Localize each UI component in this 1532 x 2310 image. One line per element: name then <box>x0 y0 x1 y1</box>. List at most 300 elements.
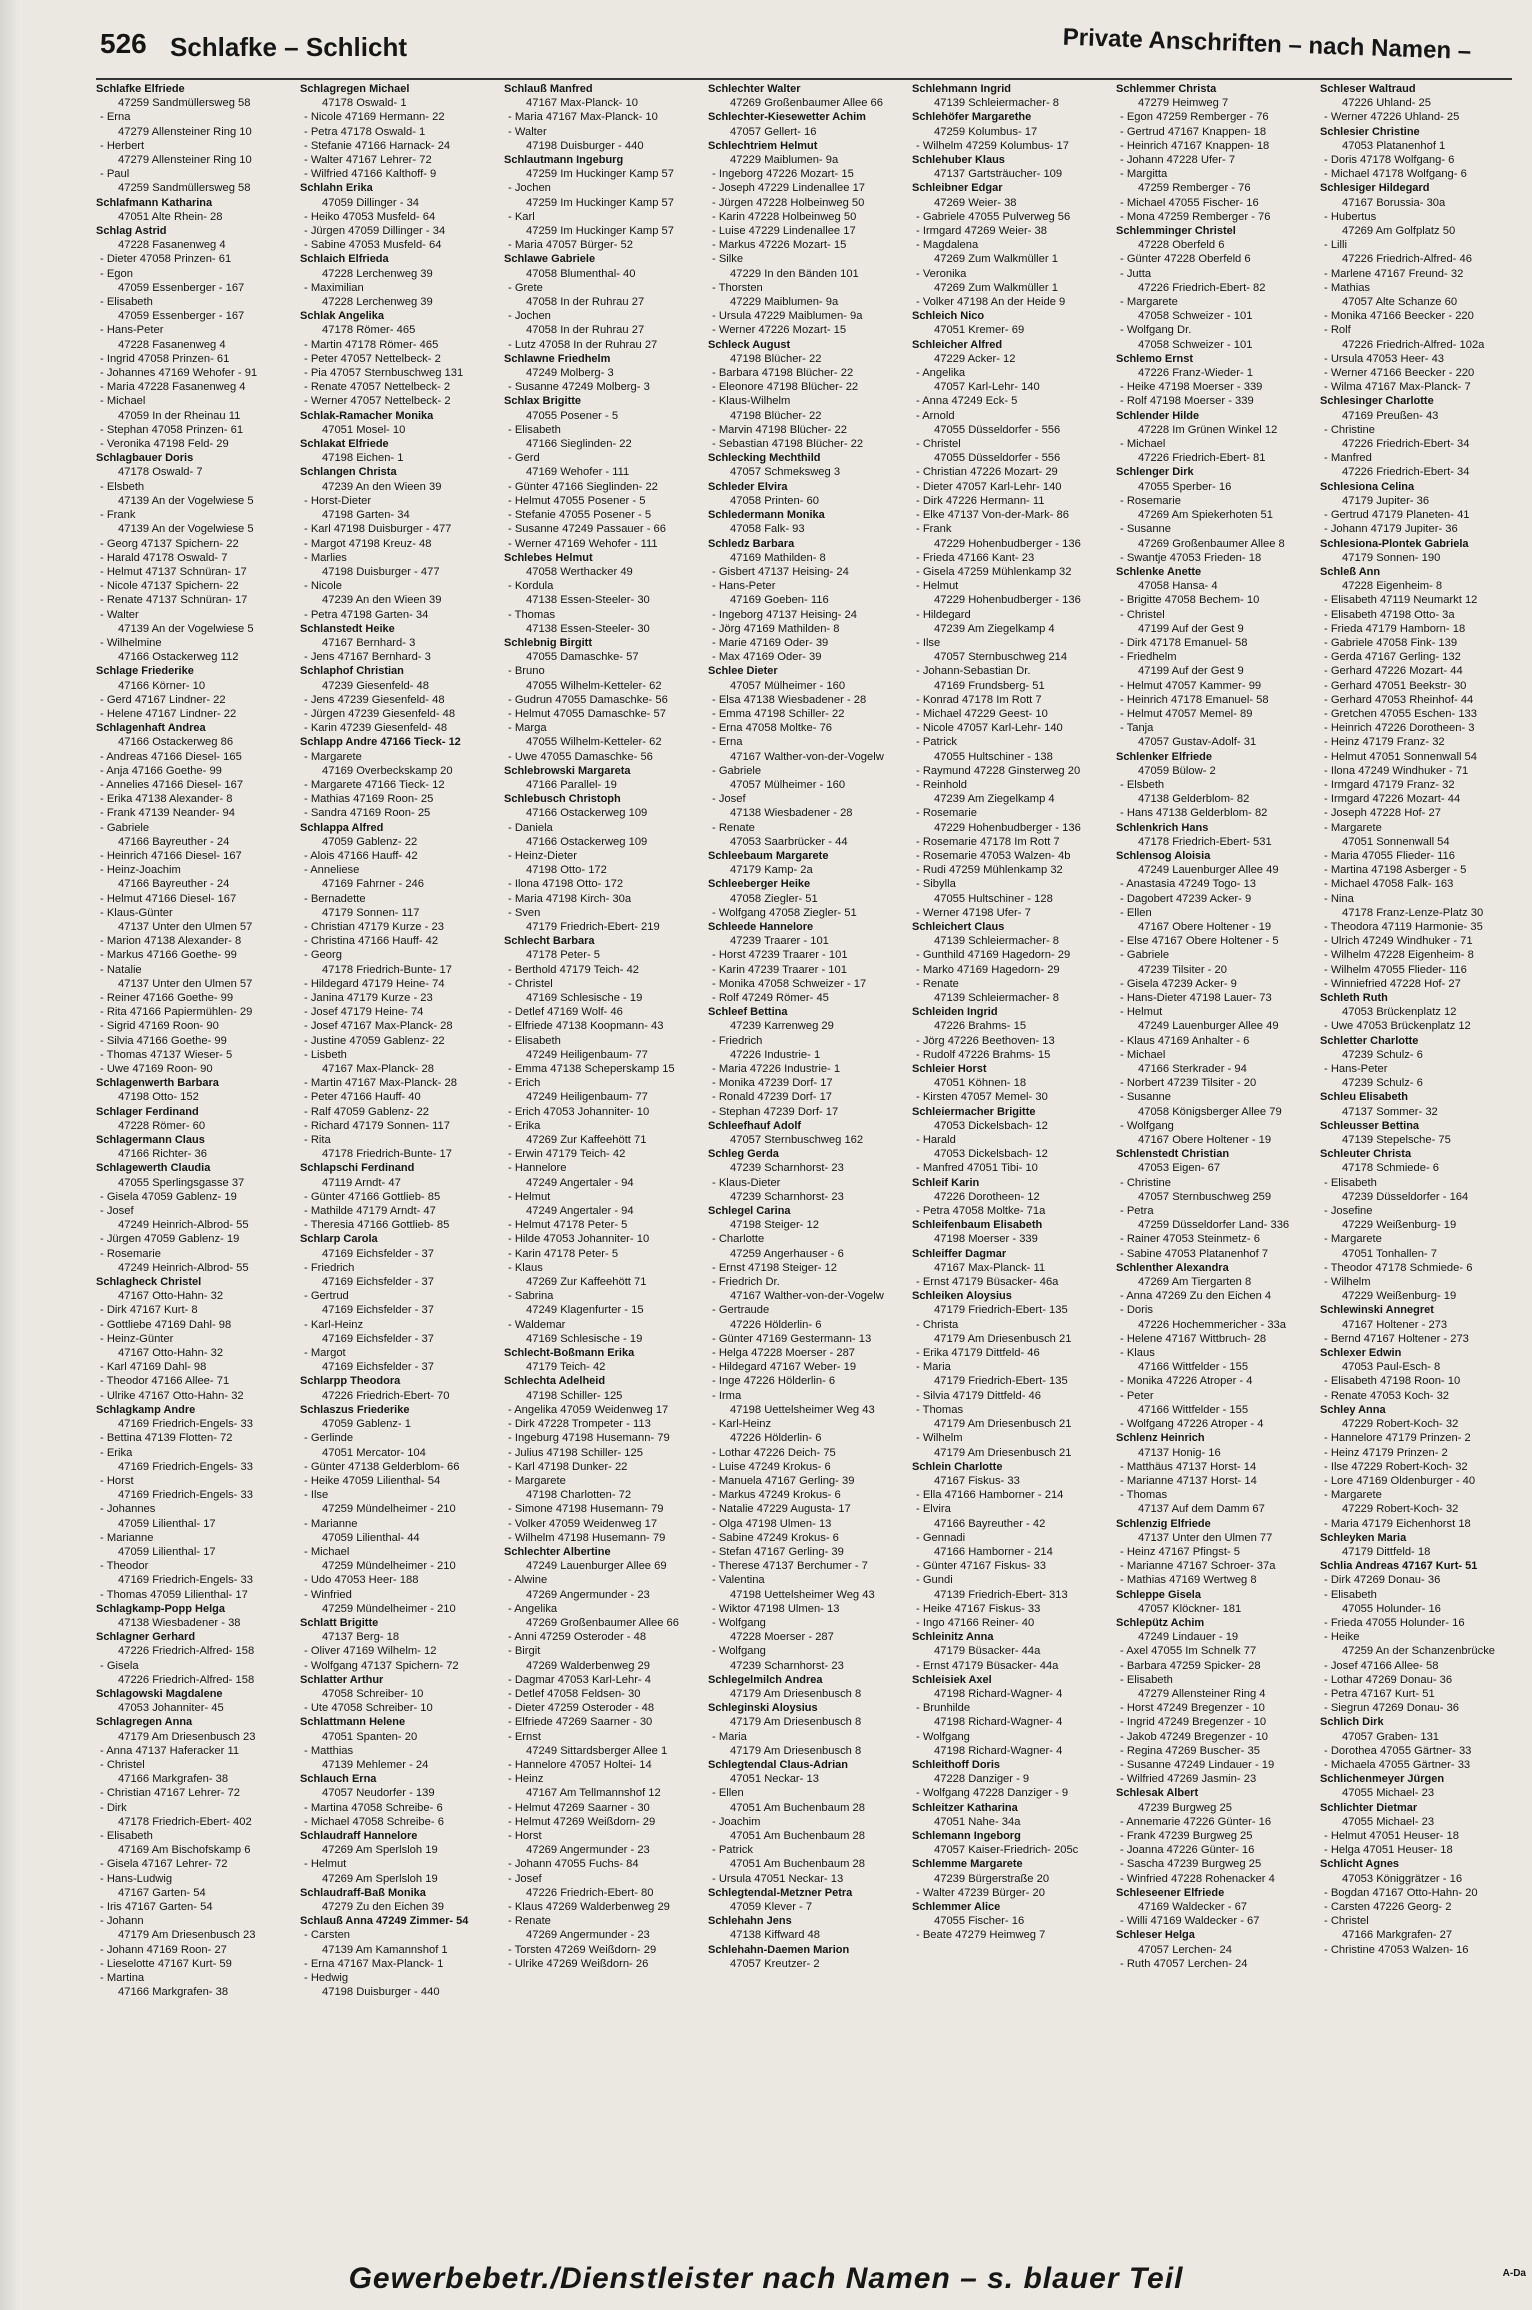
entry-line: - Karin 47228 Holbeinweg 50 <box>712 210 857 223</box>
entry-line: - Karl 47198 Duisburger - 477 <box>304 523 452 536</box>
entry-line: - Theresia 47166 Gottlieb- 85 <box>304 1219 450 1232</box>
entry-line: - Johann-Sebastian Dr. <box>916 665 1031 678</box>
entry-surname: Schlender Hilde <box>1116 409 1200 422</box>
entry-line: - Dirk 47226 Hermann- 11 <box>916 494 1045 507</box>
entry-surname: Schley Anna <box>1320 1403 1386 1416</box>
entry-surname: Schlechter Albertine <box>504 1545 611 1558</box>
entry-address: 47139 Friedrich-Ebert- 313 <box>934 1588 1068 1601</box>
entry-line: - Marianne 47167 Schroer- 37a <box>1120 1560 1276 1573</box>
entry-surname: Schlenzig Elfriede <box>1116 1517 1211 1530</box>
entry-address: 47198 Otto- 172 <box>526 864 607 877</box>
entry-address: 47169 Eichsfelder - 37 <box>322 1361 434 1374</box>
entry-address: 47055 Düsseldorfer - 556 <box>934 452 1061 465</box>
entry-address: 47178 Franz-Lenze-Platz 30 <box>1342 906 1484 919</box>
entry-address: 47228 Fasanenweg 4 <box>118 239 226 252</box>
entry-surname: Schlagowski Magdalene <box>96 1687 223 1700</box>
entry-address: 47259 An der Schanzenbrücke <box>1342 1645 1496 1658</box>
entry-line: - Kordula <box>508 580 554 593</box>
entry-line: - Karl-Heinz <box>712 1418 772 1431</box>
entry-line: - Anna 47249 Eck- 5 <box>916 395 1018 408</box>
entry-line: - Friedrich <box>304 1261 355 1274</box>
entry-line: - Erika 47179 Dittfeld- 46 <box>916 1347 1040 1360</box>
entry-line: - Oliver 47169 Wilhelm- 12 <box>304 1645 437 1658</box>
entry-address: 47055 Michael- 23 <box>1342 1815 1435 1828</box>
entry-address: 47178 Friedrich-Ebert- 531 <box>1138 835 1272 848</box>
entry-line: - Rita 47166 Papiermühlen- 29 <box>100 1006 253 1019</box>
entry-line: - Emma 47198 Schiller- 22 <box>712 707 845 720</box>
entry-line: - Doris <box>1120 1304 1153 1317</box>
entry-line: - Johann 47169 Roon- 27 <box>100 1943 227 1956</box>
entry-address: 47269 Zum Walkmüller 1 <box>934 281 1058 294</box>
entry-address: 47053 Saarbrücker - 44 <box>730 835 848 848</box>
entry-address: 47228 Fasanenweg 4 <box>118 338 226 351</box>
entry-line: - Günter 47167 Fiskus- 33 <box>916 1560 1046 1573</box>
entry-line: - Friedhelm <box>1120 651 1177 664</box>
entry-line: - Lilli <box>1324 239 1347 252</box>
entry-address: 47179 Sonnen- 190 <box>1342 551 1441 564</box>
entry-line: - Jens 47167 Bernhard- 3 <box>304 651 431 664</box>
entry-surname: Schlecking Mechthild <box>708 452 821 465</box>
entry-line: - Gabriele <box>712 764 762 777</box>
entry-line: - Margitta <box>1120 168 1168 181</box>
entry-address: 47057 Sternbuschweg 214 <box>934 651 1068 664</box>
entry-address: 47053 Dickelsbach- 12 <box>934 1119 1048 1132</box>
entry-line: - Helmut 47055 Damaschke- 57 <box>508 707 666 720</box>
entry-line: - Hildegard <box>916 608 971 621</box>
entry-line: - Helmut <box>508 1190 551 1203</box>
entry-address: 47169 Eichsfelder - 37 <box>322 1304 434 1317</box>
entry-line: - Christina 47166 Hauff- 42 <box>304 935 439 948</box>
entry-line: - Friedrich <box>712 1034 763 1047</box>
entry-line: - Veronika <box>916 267 967 280</box>
entry-line: - Susanne <box>1120 1091 1171 1104</box>
entry-surname: Schlax Brigitte <box>504 395 582 408</box>
entry-line: - Jochen <box>508 182 551 195</box>
entry-surname: Schlawe Gabriele <box>504 253 596 266</box>
entry-address: 47059 Essenberger - 167 <box>118 281 245 294</box>
entry-address: 47198 Uettelsheimer Weg 43 <box>730 1403 875 1416</box>
entry-line: - Maximilian <box>304 281 364 294</box>
entry-address: 47167 Max-Planck- 10 <box>526 97 638 110</box>
entry-line: - Monika 47058 Schweizer - 17 <box>712 977 867 990</box>
entry-line: - Anni 47259 Osteroder - 48 <box>508 1631 647 1644</box>
entry-line: - Emma 47138 Scheperskamp 15 <box>508 1063 675 1076</box>
entry-line: - Richard 47179 Sonnen- 117 <box>304 1119 450 1132</box>
entry-address: 47239 Burgweg 25 <box>1138 1801 1232 1814</box>
entry-address: 47059 Lilienthal- 17 <box>118 1517 216 1530</box>
entry-surname: Schlenger Dirk <box>1116 466 1194 479</box>
entry-address: 47137 Honig- 16 <box>1138 1446 1221 1459</box>
entry-line: - Joachim <box>712 1815 761 1828</box>
entry-line: - Heinz 47167 Pfingst- 5 <box>1120 1545 1241 1558</box>
entry-line: - Justine 47059 Gablenz- 22 <box>304 1034 445 1047</box>
entry-line: - Maria <box>916 1361 951 1374</box>
entry-line: - Johannes 47169 Wehofer - 91 <box>100 367 258 380</box>
entry-surname: Schlechtriem Helmut <box>708 139 818 152</box>
entry-surname: Schlichter Dietmar <box>1320 1801 1418 1814</box>
entry-line: - Michael 47055 Fischer- 16 <box>1120 196 1259 209</box>
entry-surname: Schlenkrich Hans <box>1116 821 1209 834</box>
entry-line: - Marianne <box>100 1531 154 1544</box>
entry-address: 47259 Mündelheimer - 210 <box>322 1503 456 1516</box>
entry-line: - Ellen <box>1120 906 1152 919</box>
entry-line: - Heinz-Günter <box>100 1332 174 1345</box>
entry-line: - Werner 47198 Ufer- 7 <box>916 906 1031 919</box>
entry-address: 47055 Posener - 5 <box>526 409 619 422</box>
entry-line: - Gisbert 47137 Heising- 24 <box>712 565 849 578</box>
entry-line: - Wolfgang 47226 Atroper - 4 <box>1120 1418 1264 1431</box>
entry-line: - Wilhelm 47198 Husemann- 79 <box>508 1531 666 1544</box>
entry-line: - Margot 47198 Kreuz- 48 <box>304 537 432 550</box>
entry-address: 47239 Schulz- 6 <box>1342 1048 1423 1061</box>
entry-line: - Georg 47137 Spichern- 22 <box>100 537 239 550</box>
entry-line: - Reinhold <box>916 778 967 791</box>
entry-address: 47166 Markgrafen- 38 <box>118 1773 229 1786</box>
entry-address: 47228 Eigenheim- 8 <box>1342 580 1443 593</box>
listing-column-6 <box>1116 82 1312 2258</box>
entry-line: - Johann 47055 Fuchs- 84 <box>508 1858 639 1871</box>
header-rule <box>96 78 1512 80</box>
entry-surname: Schlesier Christine <box>1320 125 1420 138</box>
entry-line: - Helmut 47269 Weißdorn- 29 <box>508 1815 656 1828</box>
entry-line: - Ingeborg 47137 Heising- 24 <box>712 608 857 621</box>
entry-line: - Heinz 47179 Franz- 32 <box>1324 736 1445 749</box>
entry-line: - Charlotte <box>712 1233 765 1246</box>
entry-line: - Waldemar <box>508 1318 566 1331</box>
entry-surname: Schlagkamp Andre <box>96 1403 196 1416</box>
entry-address: 47139 Schleiermacher- 8 <box>934 97 1059 110</box>
entry-line: - Margarete <box>1324 821 1382 834</box>
entry-address: 47259 Im Huckinger Kamp 57 <box>526 196 675 209</box>
entry-surname: Schlesak Albert <box>1116 1787 1199 1800</box>
entry-address: 47249 Sittardsberger Allee 1 <box>526 1744 668 1757</box>
entry-address: 47179 Sonnen- 117 <box>322 906 420 919</box>
entry-line: - Christian 47167 Lehrer- 72 <box>100 1787 240 1800</box>
entry-line: - Gabriele 47055 Pulverweg 56 <box>916 210 1071 223</box>
entry-line: - Maria 47198 Kirch- 30a <box>508 892 632 905</box>
entry-line: - Frank <box>100 509 136 522</box>
entry-line: - Gertrud <box>304 1290 349 1303</box>
entry-address: 47166 Sterkrader - 94 <box>1138 1063 1247 1076</box>
entry-address: 47249 Heinrich-Albrod- 55 <box>118 1261 249 1274</box>
entry-line: - Michael <box>304 1545 350 1558</box>
entry-line: - Wolfgang <box>1120 1119 1174 1132</box>
entry-address: 47053 Paul-Esch- 8 <box>1342 1361 1441 1374</box>
entry-line: - Ella 47166 Hamborner - 214 <box>916 1489 1064 1502</box>
entry-line: - Horst <box>100 1474 134 1487</box>
entry-line: - Sascha 47239 Burgweg 25 <box>1120 1858 1262 1871</box>
entry-line: - Thorsten <box>712 281 763 294</box>
entry-address: 47166 Ostackerweg 109 <box>526 835 648 848</box>
entry-address: 47119 Arndt- 47 <box>322 1176 401 1189</box>
entry-line: - Konrad 47178 Im Rott 7 <box>916 693 1042 706</box>
entry-line: - Helga 47228 Moerser - 287 <box>712 1347 856 1360</box>
entry-line: - Regina 47269 Buscher- 35 <box>1120 1744 1260 1757</box>
entry-address: 47139 An der Vogelwiese 5 <box>118 523 254 536</box>
entry-address: 47169 Friedrich-Engels- 33 <box>118 1489 253 1502</box>
entry-surname: Schleif Karin <box>912 1176 980 1189</box>
entry-line: - Mathias 47169 Wertweg 8 <box>1120 1574 1257 1587</box>
entry-line: - Elisabeth 47119 Neumarkt 12 <box>1324 594 1478 607</box>
entry-surname: Schlagewerth Claudia <box>96 1162 211 1175</box>
entry-line: - Elsa 47138 Wiesbadener - 28 <box>712 693 867 706</box>
entry-address: 47051 Spanten- 20 <box>322 1730 418 1743</box>
entry-address: 47226 Hölderlin- 6 <box>730 1432 822 1445</box>
entry-line: - Udo 47053 Heer- 188 <box>304 1574 419 1587</box>
entry-line: - Rudi 47259 Mühlenkamp 32 <box>916 864 1063 877</box>
entry-address: 47051 Sonnenwall 54 <box>1342 835 1450 848</box>
entry-surname: Schleiken Aloysius <box>912 1290 1012 1303</box>
entry-address: 47179 Am Driesenbusch 8 <box>730 1716 862 1729</box>
entry-surname: Schlafmann Katharina <box>96 196 213 209</box>
entry-line: - Winfried 47228 Rohenacker 4 <box>1120 1872 1275 1885</box>
entry-address: 47137 Unter den Ulmen 77 <box>1138 1531 1273 1544</box>
entry-line: - Wolfgang <box>916 1730 970 1743</box>
entry-line: - Elisabeth <box>1324 1588 1377 1601</box>
entry-line: - Gabriele <box>1120 949 1170 962</box>
entry-line: - Elsbeth <box>1120 778 1165 791</box>
entry-line: - Torsten 47269 Weißdorn- 29 <box>508 1943 657 1956</box>
entry-line: - Volker 47198 An der Heide 9 <box>916 296 1066 309</box>
entry-line: - Wolfgang <box>712 1645 766 1658</box>
entry-line: - Johannes <box>100 1503 156 1516</box>
listing-column-5 <box>912 82 1108 2258</box>
entry-address: 47051 Neckar- 13 <box>730 1773 819 1786</box>
entry-line: - Volker 47059 Weidenweg 17 <box>508 1517 658 1530</box>
entry-address: 47269 Großenbaumer Allee 66 <box>526 1616 679 1629</box>
entry-address: 47139 Mehlemer - 24 <box>322 1758 429 1771</box>
entry-address: 47055 Wilhelm-Ketteler- 62 <box>526 679 662 692</box>
entry-line: - Michaela 47055 Gärtner- 33 <box>1324 1758 1471 1771</box>
entry-line: - Carsten 47226 Georg- 2 <box>1324 1901 1452 1913</box>
entry-surname: Schlehahn Jens <box>708 1915 792 1928</box>
entry-line: - Grete <box>508 281 543 294</box>
entry-line: - Horst-Dieter <box>304 494 372 507</box>
entry-line: - Swantje 47053 Frieden- 18 <box>1120 551 1262 564</box>
entry-address: 47249 Heiligenbaum- 77 <box>526 1091 648 1104</box>
entry-line: - Rosemarie <box>1120 494 1181 507</box>
entry-line: - Wilhelmine <box>100 636 162 649</box>
entry-line: - Wolfgang 47228 Danziger - 9 <box>916 1787 1069 1800</box>
entry-address: 47055 Sperlingsgasse 37 <box>118 1176 245 1189</box>
entry-line: - Dieter 47058 Prinzen- 61 <box>100 253 232 266</box>
entry-surname: Schleginski Aloysius <box>708 1702 818 1715</box>
entry-address: 47057 Klöckner- 181 <box>1138 1602 1242 1615</box>
entry-line: - Ilse 47229 Robert-Koch- 32 <box>1324 1460 1468 1473</box>
entry-line: - Christa <box>916 1318 959 1331</box>
entry-address: 47058 Ziegler- 51 <box>730 892 818 905</box>
entry-address: 47167 Fiskus- 33 <box>934 1474 1020 1487</box>
entry-line: - Jens 47239 Giesenfeld- 48 <box>304 693 445 706</box>
entry-surname: Schleppe Gisela <box>1116 1588 1201 1601</box>
entry-address: 47269 Angermunder - 23 <box>526 1844 650 1857</box>
entry-surname: Schledz Barbara <box>708 537 795 550</box>
entry-address: 47179 Am Driesenbusch 21 <box>934 1418 1072 1431</box>
entry-line: - Erna 47058 Moltke- 76 <box>712 722 833 735</box>
entry-line: - Luise 47249 Krokus- 6 <box>712 1460 831 1473</box>
entry-line: - Margarete <box>1324 1489 1382 1502</box>
entry-line: - Gerhard 47226 Mozart- 44 <box>1324 665 1463 678</box>
entry-surname: Schleck August <box>708 338 791 351</box>
entry-line: - Rosemarie <box>100 1247 161 1260</box>
entry-line: - Barbara 47259 Spicker- 28 <box>1120 1659 1261 1672</box>
entry-address: 47166 Ostackerweg 112 <box>118 651 239 664</box>
entry-line: - Winniefried 47228 Hof- 27 <box>1324 977 1461 990</box>
entry-line: - Wilhelm <box>1324 1276 1371 1289</box>
entry-address: 47053 Johanniter- 45 <box>118 1702 224 1715</box>
entry-address: 47259 Im Huckinger Kamp 57 <box>526 225 675 238</box>
entry-address: 47269 Am Sperlsloh 19 <box>322 1872 438 1885</box>
entry-line: - Dorothea 47055 Gärtner- 33 <box>1324 1744 1472 1757</box>
entry-line: - Bogdan 47167 Otto-Hahn- 20 <box>1324 1886 1478 1899</box>
entry-address: 47167 Holtener - 273 <box>1342 1318 1448 1331</box>
entry-line: - Wolfgang Dr. <box>1120 324 1192 337</box>
entry-address: 47226 Friedrich-Ebert- 34 <box>1342 438 1470 451</box>
entry-line: - Elisabeth <box>508 1034 561 1047</box>
entry-line: - Michael <box>100 395 146 408</box>
entry-address: 47249 Molberg- 3 <box>526 367 614 380</box>
entry-address: 47051 Mercator- 104 <box>322 1446 426 1459</box>
entry-address: 47199 Auf der Gest 9 <box>1138 622 1244 635</box>
entry-address: 47239 Karrenweg 29 <box>730 1020 834 1033</box>
entry-line: - Thomas <box>916 1403 964 1416</box>
entry-line: - Maria <box>712 1730 747 1743</box>
entry-line: - Silvia 47166 Goethe- 99 <box>100 1034 227 1047</box>
entry-line: - Stefan 47167 Gerling- 39 <box>712 1545 844 1558</box>
entry-line: - Julius 47198 Schiller- 125 <box>508 1446 643 1459</box>
entry-address: 47055 Düsseldorfer - 556 <box>934 423 1061 436</box>
entry-address: 47169 Mathilden- 8 <box>730 551 826 564</box>
listing-column-2 <box>300 82 496 2258</box>
entry-line: - Michael 47058 Schreibe- 6 <box>304 1815 444 1828</box>
entry-address: 47059 In der Rheinau 11 <box>118 409 241 422</box>
entry-address: 47259 Im Huckinger Kamp 57 <box>526 168 675 181</box>
entry-address: 47137 Berg- 18 <box>322 1631 400 1644</box>
entry-surname: Schlatter Arthur <box>300 1673 384 1686</box>
entry-line: - Gunthild 47169 Hagedorn- 29 <box>916 949 1071 962</box>
entry-surname: Schlakat Elfriede <box>300 438 389 451</box>
entry-line: - Matthias <box>304 1744 354 1757</box>
entry-surname: Schlensog Aloisia <box>1116 849 1211 862</box>
entry-address: 47239 Scharnhorst- 23 <box>730 1190 844 1203</box>
entry-address: 47051 Köhnen- 18 <box>934 1077 1027 1090</box>
entry-surname: Schlia Andreas 47167 Kurt- 51 <box>1320 1560 1478 1573</box>
entry-line: - Patrick <box>916 736 958 749</box>
entry-line: - Detlef 47169 Wolf- 46 <box>508 1006 623 1019</box>
entry-line: - Helmut <box>1120 1006 1163 1019</box>
entry-line: - Alwine <box>508 1574 548 1587</box>
entry-address: 47055 Michael- 23 <box>1342 1787 1435 1800</box>
entry-line: - Margarete <box>304 750 362 763</box>
entry-line: - Thomas <box>1120 1489 1168 1502</box>
entry-address: 47169 Goeben- 116 <box>730 594 829 607</box>
entry-line: - Lieselotte 47167 Kurt- 59 <box>100 1957 232 1970</box>
entry-line: - Hildegard 47167 Weber- 19 <box>712 1361 857 1374</box>
entry-line: - Margarete <box>1324 1233 1382 1246</box>
entry-surname: Schlag Astrid <box>96 225 167 238</box>
entry-line: - Jochen <box>508 310 551 323</box>
entry-address: 47053 Eigen- 67 <box>1138 1162 1221 1175</box>
entry-line: - Karl 47169 Dahl- 98 <box>100 1361 207 1374</box>
entry-address: 47139 An der Vogelwiese 5 <box>118 494 254 507</box>
entry-surname: Schlattmann Helene <box>300 1716 406 1729</box>
entry-address: 47279 Allensteiner Ring 10 <box>118 125 252 138</box>
entry-line: - Helmut 47057 Memel- 89 <box>1120 707 1253 720</box>
entry-line: - Helmut <box>916 580 959 593</box>
entry-address: 47138 Wiesbadener - 28 <box>730 807 853 820</box>
entry-line: - Horst <box>508 1829 542 1842</box>
entry-address: 47058 Schweizer - 101 <box>1138 338 1253 351</box>
entry-line: - Else 47167 Obere Holtener - 5 <box>1120 935 1279 948</box>
entry-line: - Dagobert 47239 Acker- 9 <box>1120 892 1252 905</box>
entry-address: 47179 Friedrich-Ebert- 219 <box>526 920 660 933</box>
entry-line: - Maria 47057 Bürger- 52 <box>508 239 633 252</box>
entry-line: - Maria 47055 Flieder- 116 <box>1324 849 1455 862</box>
entry-line: - Margarete <box>508 1474 566 1487</box>
entry-surname: Schlich Dirk <box>1320 1716 1384 1729</box>
entry-line: - Christine <box>1324 423 1375 436</box>
entry-line: - Helmut 47057 Kammer- 99 <box>1120 679 1262 692</box>
entry-line: - Gerhard 47051 Beekstr- 30 <box>1324 679 1467 692</box>
entry-line: - Iris 47167 Garten- 54 <box>100 1901 213 1913</box>
entry-line: - Georg <box>304 949 342 962</box>
entry-surname: Schlauß Anna 47249 Zimmer- 54 <box>300 1915 469 1928</box>
entry-surname: Schlak-Ramacher Monika <box>300 409 434 422</box>
entry-surname: Schleder Elvira <box>708 480 788 493</box>
entry-surname: Schlemme Margarete <box>912 1858 1023 1871</box>
entry-line: - Martina 47198 Asberger - 5 <box>1324 864 1467 877</box>
entry-line: - Hans-Peter <box>1324 1063 1388 1076</box>
entry-line: - Elisabeth <box>508 423 561 436</box>
entry-line: - Stephan 47239 Dorf- 17 <box>712 1105 839 1118</box>
entry-line: - Christel <box>916 438 961 451</box>
entry-line: - Mathilde 47179 Arndt- 47 <box>304 1205 436 1218</box>
entry-surname: Schlemann Ingeborg <box>912 1829 1021 1842</box>
entry-address: 47269 Am Golfplatz 50 <box>1342 225 1456 238</box>
entry-line: - Gerd <box>508 452 540 465</box>
entry-line: - Gerda 47167 Gerling- 132 <box>1324 651 1461 664</box>
entry-line: - Hans-Ludwig <box>100 1872 173 1885</box>
entry-line: - Maria 47167 Max-Planck- 10 <box>508 111 658 124</box>
entry-address: 47139 Am Kamannshof 1 <box>322 1943 448 1956</box>
entry-line: - Barbara 47198 Blücher- 22 <box>712 367 854 380</box>
entry-line: - Tanja <box>1120 722 1154 735</box>
entry-line: - Klaus 47169 Anhalter - 6 <box>1120 1034 1250 1047</box>
entry-line: - Dieter 47259 Osteroder - 48 <box>508 1702 655 1715</box>
entry-surname: Schleifenbaum Elisabeth <box>912 1219 1043 1232</box>
entry-address: 47228 Römer- 60 <box>118 1119 206 1132</box>
entry-surname: Schlegtendal Claus-Adrian <box>708 1758 848 1771</box>
entry-line: - Maria 47228 Fasanenweg 4 <box>100 381 246 394</box>
entry-line: - Petra 47058 Moltke- 71a <box>916 1205 1046 1218</box>
entry-line: - Stefanie 47166 Harnack- 24 <box>304 139 451 152</box>
page-number: 526 <box>100 28 147 59</box>
entry-line: - Josef 47167 Max-Planck- 28 <box>304 1020 453 1033</box>
entry-address: 47169 Overbeckskamp 20 <box>322 764 453 777</box>
entry-line: - Angelika <box>916 367 966 380</box>
entry-line: - Mathias <box>1324 281 1371 294</box>
entry-surname: Schlepütz Achim <box>1116 1616 1205 1629</box>
entry-address: 47059 Lilienthal- 17 <box>118 1545 216 1558</box>
entry-line: - Beate 47279 Heimweg 7 <box>916 1929 1046 1942</box>
entry-address: 47167 Max-Planck- 11 <box>934 1261 1046 1274</box>
entry-surname: Schlicht Agnes <box>1320 1858 1400 1871</box>
entry-address: 47167 Otto-Hahn- 32 <box>118 1290 224 1303</box>
entry-line: - Eleonore 47198 Blücher- 22 <box>712 381 859 394</box>
entry-line: - Karl-Heinz <box>304 1318 364 1331</box>
entry-address: 47059 Lilienthal- 44 <box>322 1531 420 1544</box>
entry-line: - Wilma 47167 Max-Planck- 7 <box>1324 381 1471 394</box>
